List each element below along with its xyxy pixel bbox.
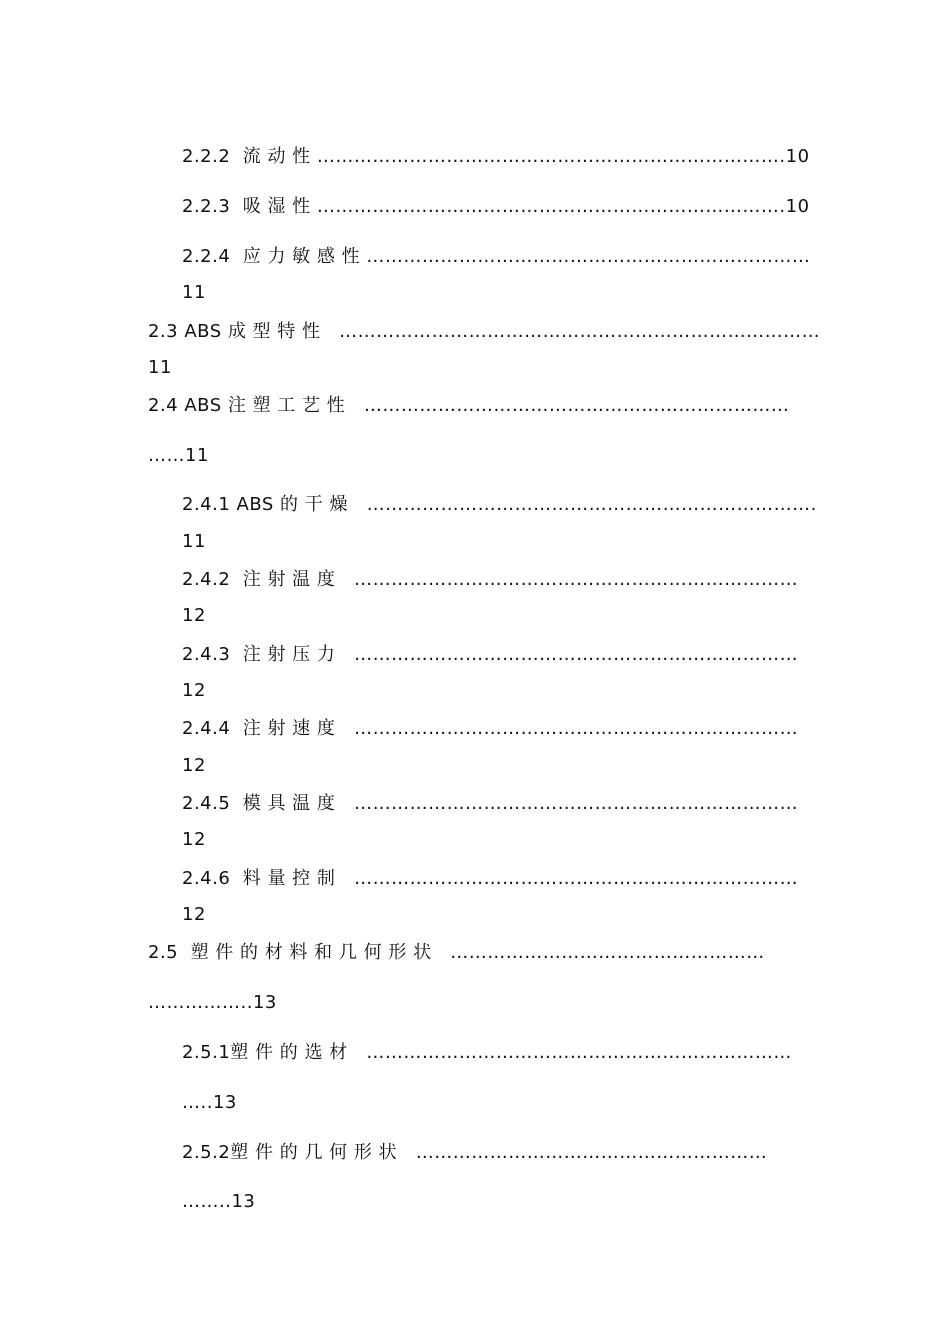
toc-entry-2-4-2-page: 12 bbox=[182, 605, 206, 626]
toc-entry-2-2-4: 2.2.4 应 力 敏 感 性 ……………………………………………………………… bbox=[182, 246, 811, 267]
toc-entry-2-4-page: ……11 bbox=[148, 445, 209, 466]
toc-entry-2-5-1: 2.5.1塑 件 的 选 材 …………………………………………………………… bbox=[182, 1042, 792, 1063]
toc-entry-2-5-2-page: ……..13 bbox=[182, 1191, 256, 1212]
toc-entry-2-4-5: 2.4.5 模 具 温 度 ……………………………………………………………… bbox=[182, 793, 799, 814]
toc-entry-2-4: 2.4 ABS 注 塑 工 艺 性 …………………………………………………………… bbox=[148, 395, 790, 416]
toc-entry-2-4-5-page: 12 bbox=[182, 829, 206, 850]
toc-entry-2-4-4: 2.4.4 注 射 速 度 ……………………………………………………………… bbox=[182, 718, 799, 739]
toc-entry-2-5: 2.5 塑 件 的 材 料 和 几 何 形 状 …………………………………………… bbox=[148, 942, 765, 963]
toc-entry-2-5-1-page: …..13 bbox=[182, 1092, 237, 1113]
toc-entry-2-4-3: 2.4.3 注 射 压 力 ……………………………………………………………… bbox=[182, 644, 799, 665]
toc-entry-2-2-3: 2.2.3 吸 湿 性 ………………………………………………………………….10 bbox=[182, 196, 810, 217]
toc-entry-2-4-2: 2.4.2 注 射 温 度 ……………………………………………………………… bbox=[182, 569, 799, 590]
toc-entry-2-5-page: ……………..13 bbox=[148, 992, 277, 1013]
toc-entry-2-2-2: 2.2.2 流 动 性 ………………………………………………………………….10 bbox=[182, 146, 810, 167]
toc-entry-2-4-6-page: 12 bbox=[182, 904, 206, 925]
toc-entry-2-4-1-page: 11 bbox=[182, 531, 206, 552]
toc-entry-2-4-1: 2.4.1 ABS 的 干 燥 ………………………………………………………………. bbox=[182, 494, 817, 515]
toc-entry-2-5-2: 2.5.2塑 件 的 几 何 形 状 ………………………………………………… bbox=[182, 1142, 768, 1163]
toc-entry-2-4-3-page: 12 bbox=[182, 680, 206, 701]
toc-entry-2-4-4-page: 12 bbox=[182, 755, 206, 776]
toc-entry-2-4-6: 2.4.6 料 量 控 制 ……………………………………………………………… bbox=[182, 868, 799, 889]
toc-entry-2-2-4-page: 11 bbox=[182, 282, 206, 303]
toc-entry-2-3: 2.3 ABS 成 型 特 性 …………………………………………………………………… bbox=[148, 321, 821, 342]
toc-entry-2-3-page: 11 bbox=[148, 357, 172, 378]
